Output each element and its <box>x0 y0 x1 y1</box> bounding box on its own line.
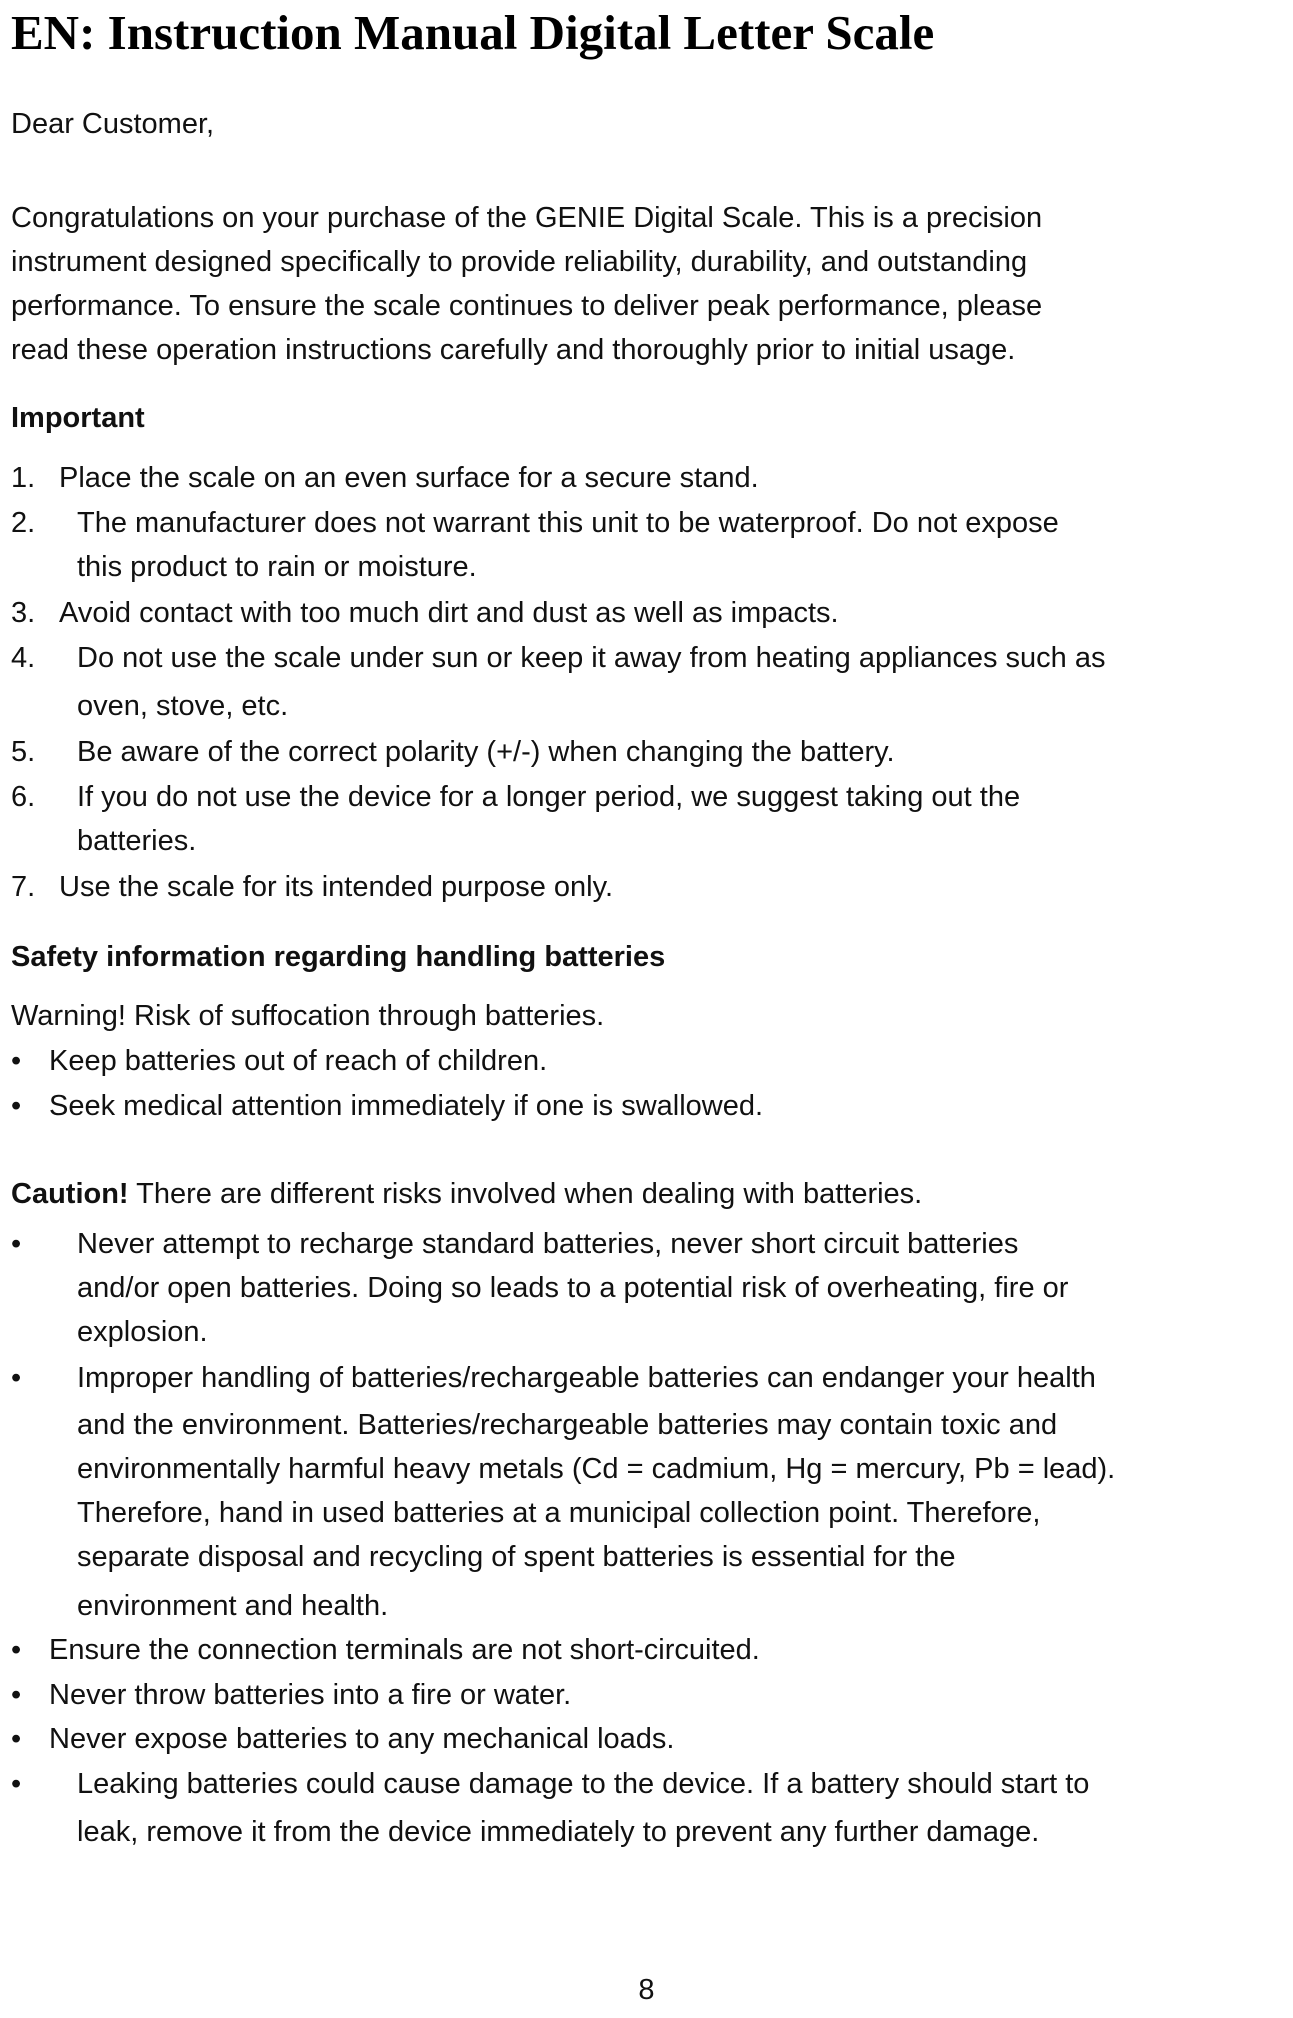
bullet-icon: • <box>11 1723 22 1755</box>
bullet-icon: • <box>11 1634 22 1666</box>
list-number: 7. <box>11 871 36 903</box>
greeting: Dear Customer, <box>11 108 215 140</box>
list-item-text: Keep batteries out of reach of children. <box>49 1045 548 1077</box>
list-item-text: batteries. <box>77 825 197 857</box>
list-number: 5. <box>11 736 36 768</box>
intro-line: read these operation instructions carefully and thoroughly prior to initial usage. <box>11 334 1016 366</box>
list-item-text: environmentally harmful heavy metals (Cd = cadmium, Hg = mercury, Pb = lead). <box>77 1453 1116 1485</box>
list-item-text: environment and health. <box>77 1590 389 1622</box>
list-item-text: Use the scale for its intended purpose only. <box>59 871 614 903</box>
list-item-text: Do not use the scale under sun or keep it away from heating appliances such as <box>77 642 1106 674</box>
list-item-text: Improper handling of batteries/rechargeable batteries can endanger your health <box>77 1362 1096 1394</box>
intro-line: Congratulations on your purchase of the GENIE Digital Scale. This is a precision <box>11 202 1043 234</box>
list-item-text: Ensure the connection terminals are not short-circuited. <box>49 1634 760 1666</box>
list-item-text: Therefore, hand in used batteries at a municipal collection point. Therefore, <box>77 1497 1041 1529</box>
list-item-text: Place the scale on an even surface for a secure stand. <box>59 462 759 494</box>
list-item-text: separate disposal and recycling of spent batteries is essential for the <box>77 1541 956 1573</box>
bullet-icon: • <box>11 1090 22 1122</box>
bullet-icon: • <box>11 1045 22 1077</box>
list-item-text: explosion. <box>77 1316 208 1348</box>
caution-label: Caution! <box>11 1178 129 1210</box>
list-item-text: Never throw batteries into a fire or water. <box>49 1679 572 1711</box>
page-number: 8 <box>638 1974 655 2006</box>
caution-text: There are different risks involved when dealing with batteries. <box>128 1178 923 1210</box>
list-number: 1. <box>11 462 36 494</box>
bullet-icon: • <box>11 1228 22 1260</box>
list-item-text: If you do not use the device for a longer period, we suggest taking out the <box>77 781 1021 813</box>
list-number: 2. <box>11 507 36 539</box>
list-item-text: oven, stove, etc. <box>77 690 289 722</box>
list-item-text: this product to rain or moisture. <box>77 551 477 583</box>
intro-line: performance. To ensure the scale continues to deliver peak performance, please <box>11 290 1043 322</box>
list-item-text: Never attempt to recharge standard batteries, never short circuit batteries <box>77 1228 1019 1260</box>
bullet-icon: • <box>11 1362 22 1394</box>
warning-text: Warning! Risk of suffocation through batteries. <box>11 1000 605 1032</box>
list-item-text: Avoid contact with too much dirt and dust as well as impacts. <box>59 597 839 629</box>
list-item-text: and the environment. Batteries/rechargeable batteries may contain toxic and <box>77 1409 1058 1441</box>
page-title: EN: Instruction Manual Digital Letter Scale <box>11 5 935 60</box>
intro-line: instrument designed specifically to provide reliability, durability, and outstanding <box>11 246 1028 278</box>
bullet-icon: • <box>11 1768 22 1800</box>
list-item-text: Seek medical attention immediately if one is swallowed. <box>49 1090 764 1122</box>
safety-heading: Safety information regarding handling batteries <box>11 941 666 973</box>
list-item-text: leak, remove it from the device immediately to prevent any further damage. <box>77 1816 1040 1848</box>
list-item-text: Leaking batteries could cause damage to the device. If a battery should start to <box>77 1768 1090 1800</box>
list-number: 6. <box>11 781 36 813</box>
list-item-text: Never expose batteries to any mechanical loads. <box>49 1723 675 1755</box>
list-item-text: and/or open batteries. Doing so leads to a potential risk of overheating, fire or <box>77 1272 1069 1304</box>
bullet-icon: • <box>11 1679 22 1711</box>
list-number: 4. <box>11 642 36 674</box>
list-number: 3. <box>11 597 36 629</box>
list-item-text: The manufacturer does not warrant this unit to be waterproof. Do not expose <box>77 507 1059 539</box>
caution-line <box>11 1172 922 1217</box>
important-heading: Important <box>11 402 145 434</box>
list-item-text: Be aware of the correct polarity (+/-) when changing the battery. <box>77 736 895 768</box>
